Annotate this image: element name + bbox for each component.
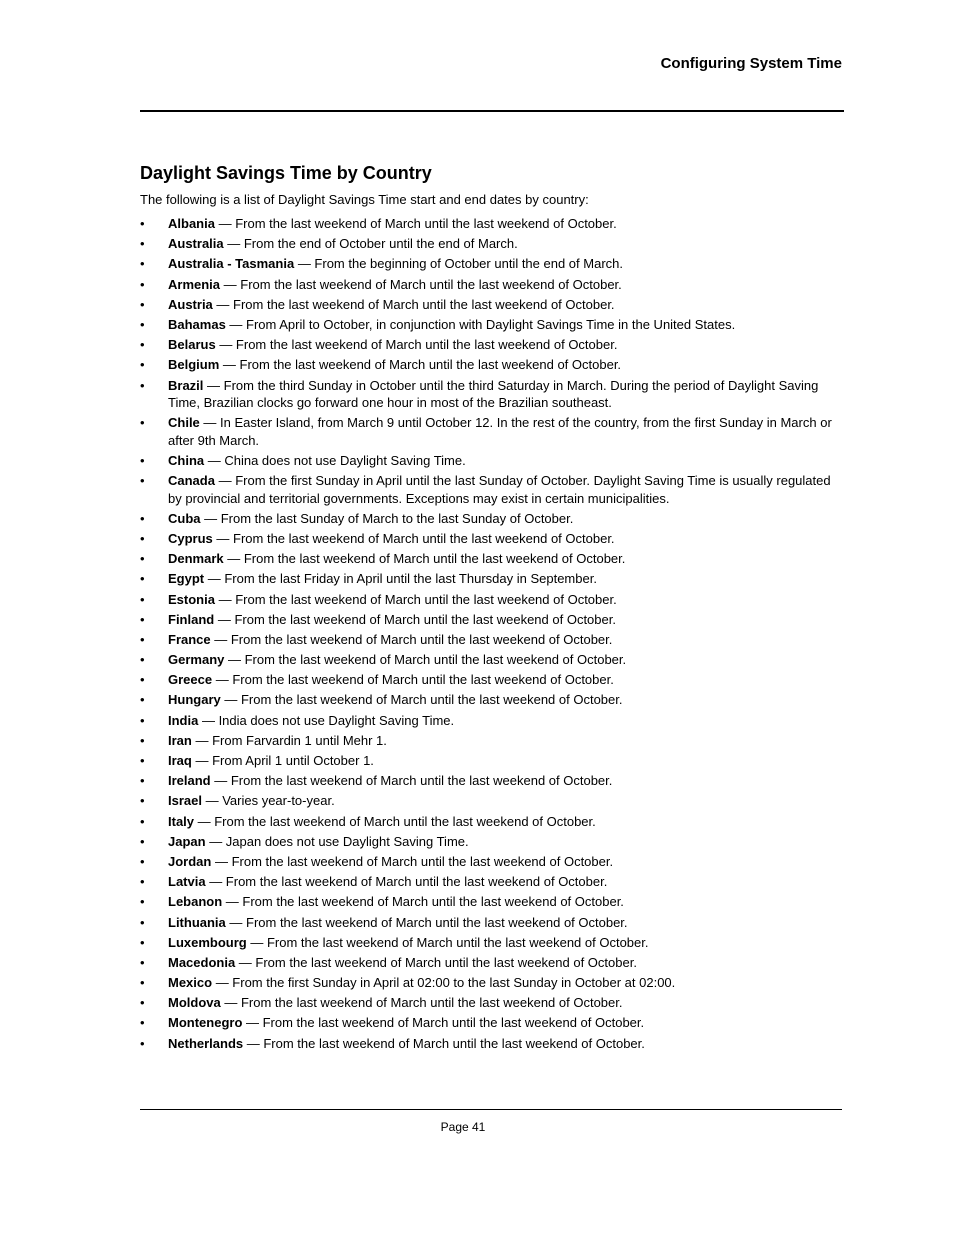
country-name: Cyprus (168, 530, 213, 546)
bullet-icon: • (140, 530, 145, 546)
country-name: Moldova (168, 995, 221, 1011)
list-item (140, 570, 840, 588)
country-name: Austria (168, 296, 213, 312)
list-item (140, 452, 840, 470)
dst-description: — From the last weekend of March until the last weekend of October. (224, 652, 627, 668)
bullet-icon: • (140, 975, 145, 991)
bullet-icon: • (140, 995, 145, 1011)
list-item (140, 934, 840, 952)
bullet-icon: • (140, 296, 145, 312)
dst-description: — From the last weekend of March until the last weekend of October. (210, 773, 613, 789)
list-item (140, 235, 840, 253)
country-name: Macedonia (168, 954, 236, 970)
country-dst-list (140, 215, 840, 1055)
list-item (140, 414, 840, 449)
bullet-icon: • (140, 631, 145, 647)
bullet-icon: • (140, 753, 145, 768)
bullet-icon: • (140, 236, 145, 252)
country-name: China (168, 452, 205, 468)
bullet-icon: • (140, 813, 145, 829)
dst-description: — From the last weekend of March until the last weekend of October. (225, 914, 628, 930)
dst-description: — From the beginning of October until the end of March. (294, 256, 623, 272)
list-item (140, 813, 840, 831)
bullet-icon: • (140, 672, 145, 688)
country-name: Lebanon (168, 894, 223, 910)
dst-description: — Varies year-to-year. (201, 793, 335, 809)
country-name: Australia - Tasmania (168, 256, 295, 272)
country-name: Iran (168, 732, 192, 748)
running-header-title: Configuring System Time (660, 55, 842, 72)
country-name: Estonia (168, 591, 215, 607)
country-name: India (168, 712, 199, 728)
bullet-icon: • (140, 611, 145, 627)
list-item (140, 631, 840, 649)
bullet-icon: • (140, 712, 145, 728)
bullet-icon: • (140, 316, 145, 332)
bullet-icon: • (140, 773, 145, 789)
dst-description: — From the last weekend of March until the last weekend of October. (220, 692, 623, 708)
country-name: Denmark (168, 551, 224, 567)
list-item (140, 472, 840, 507)
list-item (140, 591, 840, 609)
dst-description: — From the last weekend of March until the last weekend of October. (194, 813, 596, 829)
list-item (140, 276, 840, 294)
country-name: Latvia (168, 874, 206, 890)
list-item (140, 893, 840, 911)
country-name: Mexico (168, 975, 213, 991)
page-number: Page 41 (440, 1120, 486, 1134)
dst-description: — From the last weekend of March until the last weekend of October. (212, 530, 615, 546)
bullet-icon: • (140, 874, 145, 890)
dst-description: — From the first Sunday in April at 02:00 to the last Sunday in October at 02:00. (212, 975, 676, 991)
bullet-icon: • (140, 894, 145, 910)
dst-description: — From the last weekend of March until the last weekend of October. (214, 591, 617, 607)
country-name: Egypt (168, 571, 205, 587)
list-item (140, 530, 840, 548)
bullet-icon: • (140, 1015, 145, 1031)
country-name: Montenegro (168, 1015, 243, 1031)
dst-description: — In Easter Island, from March 9 until October 12. In the rest of the country, from the first Sunday in March or after 9th March. (168, 415, 832, 448)
list-item (140, 853, 840, 871)
list-item (140, 873, 840, 891)
bullet-icon: • (140, 692, 145, 708)
list-item (140, 356, 840, 374)
list-item (140, 954, 840, 972)
dst-description: — From the last Sunday of March to the last Sunday of October. (200, 510, 574, 526)
list-item (140, 752, 840, 770)
country-name: Canada (168, 473, 215, 489)
country-name: Chile (168, 415, 200, 431)
bullet-icon: • (140, 853, 145, 869)
list-item (140, 336, 840, 354)
dst-description: — From the last Friday in April until the last Thursday in September. (204, 571, 597, 587)
country-name: Finland (168, 611, 215, 627)
dst-description: — From the end of October until the end of March. (223, 236, 518, 252)
list-item (140, 772, 840, 790)
list-item (140, 255, 840, 273)
list-item (140, 914, 840, 932)
country-name: France (168, 631, 211, 647)
dst-description: — From the last weekend of March until the last weekend of October. (242, 1015, 645, 1031)
dst-description: — From the last weekend of March until the last weekend of October. (214, 611, 616, 627)
list-item (140, 296, 840, 314)
country-name: Bahamas (168, 316, 226, 332)
bullet-icon: • (140, 452, 145, 468)
dst-description: — From the last weekend of March until the last weekend of October. (235, 954, 637, 970)
dst-description: — From the third Sunday in October until the third Saturday in March. During the period of Daylight Saving Time, Brazilian clocks go forward one hour in most of the Brazilian southeast. (168, 377, 819, 410)
dst-description: — From Farvardin 1 until Mehr 1. (191, 732, 387, 748)
list-item (140, 316, 840, 334)
dst-description: — From the last weekend of March until the last weekend of October. (205, 874, 608, 890)
dst-description: — From the last weekend of March until the last weekend of October. (210, 631, 613, 647)
bullet-icon: • (140, 357, 145, 373)
country-name: Israel (168, 793, 202, 809)
dst-description: — From the last weekend of March until the last weekend of October. (220, 995, 623, 1011)
country-name: Greece (168, 672, 213, 688)
dst-description: — India does not use Daylight Saving Time. (198, 712, 455, 728)
country-name: Brazil (168, 377, 204, 393)
bullet-icon: • (140, 216, 145, 231)
bullet-icon: • (140, 337, 145, 353)
dst-description: — From April 1 until October 1. (191, 753, 374, 768)
dst-description: — Japan does not use Daylight Saving Time. (205, 833, 469, 849)
list-item (140, 691, 840, 709)
bullet-icon: • (140, 377, 145, 393)
bullet-icon: • (140, 934, 145, 950)
list-item (140, 215, 840, 233)
country-name: Belarus (168, 337, 216, 353)
dst-description: — China does not use Daylight Saving Time. (204, 452, 466, 468)
country-name: Albania (168, 216, 215, 231)
bullet-icon: • (140, 914, 145, 930)
country-name: Belgium (168, 357, 220, 373)
bullet-icon: • (140, 652, 145, 668)
dst-description: — From the last weekend of March until the last weekend of October. (212, 672, 614, 688)
dst-description: — From the last weekend of March until the last weekend of October. (212, 296, 615, 312)
bullet-icon: • (140, 954, 145, 970)
country-name: Iraq (168, 753, 192, 768)
dst-description: — From the last weekend of March until the last weekend of October. (214, 216, 617, 231)
section-title: Daylight Savings Time by Country (140, 163, 432, 183)
bullet-icon: • (140, 591, 145, 607)
list-item (140, 651, 840, 669)
bullet-icon: • (140, 571, 145, 587)
dst-description: — From the last weekend of March until the last weekend of October. (219, 357, 622, 373)
bullet-icon: • (140, 415, 145, 431)
dst-description: — From the last weekend of March until the last weekend of October. (243, 1035, 645, 1051)
list-item (140, 994, 840, 1012)
dst-description: — From the last weekend of March until the last weekend of October. (222, 894, 624, 910)
country-name: Lithuania (168, 914, 226, 930)
dst-description: — From April to October, in conjunction with Daylight Savings Time in the United States. (225, 316, 736, 332)
footer-divider (140, 1109, 842, 1110)
country-name: Luxembourg (168, 934, 247, 950)
dst-description: — From the last weekend of March until the last weekend of October. (223, 551, 626, 567)
bullet-icon: • (140, 833, 145, 849)
intro-paragraph: The following is a list of Daylight Savings Time start and end dates by country: (140, 192, 589, 207)
bullet-icon: • (140, 276, 145, 292)
bullet-icon: • (140, 510, 145, 526)
bullet-icon: • (140, 793, 145, 809)
list-item (140, 712, 840, 730)
bullet-icon: • (140, 1035, 145, 1051)
country-name: Netherlands (168, 1035, 244, 1051)
list-item (140, 833, 840, 851)
country-name: Cuba (168, 510, 201, 526)
list-item (140, 792, 840, 810)
list-item (140, 377, 840, 412)
country-name: Ireland (168, 773, 211, 789)
country-name: Armenia (168, 276, 221, 292)
dst-description: — From the last weekend of March until the last weekend of October. (215, 337, 618, 353)
list-item (140, 671, 840, 689)
bullet-icon: • (140, 256, 145, 272)
list-item (140, 611, 840, 629)
bullet-icon: • (140, 732, 145, 748)
country-name: Jordan (168, 853, 212, 869)
dst-description: — From the first Sunday in April until the last Sunday of October. Daylight Saving Time is usually regulated by provincial and territorial governments. Exceptions may exist in certain municipalities. (168, 473, 831, 506)
list-item (140, 974, 840, 992)
list-item (140, 1014, 840, 1032)
list-item (140, 1035, 840, 1053)
dst-description: — From the last weekend of March until the last weekend of October. (220, 276, 622, 292)
dst-description: — From the last weekend of March until the last weekend of October. (211, 853, 614, 869)
country-name: Japan (168, 833, 206, 849)
list-item (140, 510, 840, 528)
bullet-icon: • (140, 551, 145, 567)
country-name: Australia (168, 236, 224, 252)
list-item (140, 550, 840, 568)
country-name: Italy (168, 813, 195, 829)
header-divider (140, 110, 844, 112)
dst-description: — From the last weekend of March until the last weekend of October. (246, 934, 649, 950)
bullet-icon: • (140, 473, 145, 489)
country-name: Hungary (168, 692, 221, 708)
country-name: Germany (168, 652, 225, 668)
list-item (140, 732, 840, 750)
